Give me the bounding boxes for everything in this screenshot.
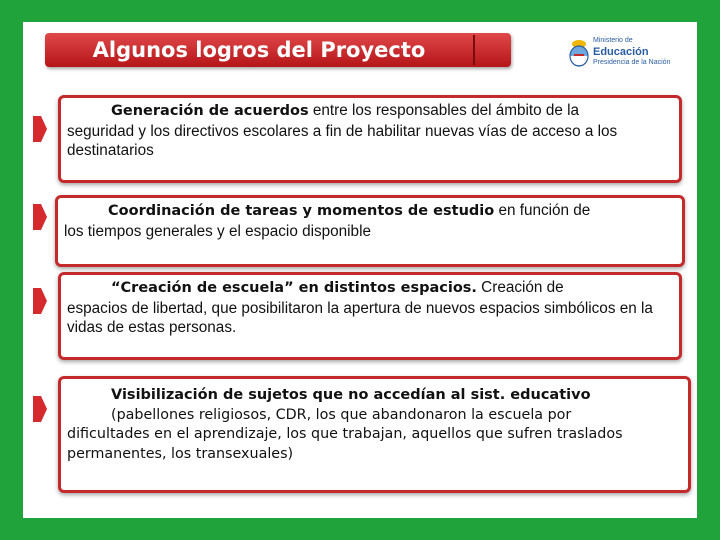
item-text: (pabellones religiosos, CDR, los que abandonaron la escuela por bbox=[111, 406, 572, 423]
logo-line-1: Ministerio de bbox=[593, 37, 633, 44]
item-text-cont: espacios de libertad, que posibilitaron la apertura de nuevos espacios simbólicos en la vidas de estas personas. bbox=[67, 299, 653, 336]
achievement-item bbox=[58, 95, 682, 183]
title-divider bbox=[473, 35, 475, 65]
slide bbox=[23, 22, 697, 518]
item-text-cont: seguridad y los directivos escolares a fin de habilitar nuevas vías de acceso a los destinatarios bbox=[67, 122, 618, 159]
item-text-cont: los tiempos generales y el espacio disponible bbox=[64, 222, 371, 240]
item-text-cont: dificultades en el aprendizaje, los que trabajan, aquellos que sufren traslados permanentes, los transexuales) bbox=[67, 426, 623, 462]
ministry-logo bbox=[568, 35, 678, 71]
achievement-item bbox=[58, 376, 691, 493]
item-heading: Coordinación de tareas y momentos de estudio bbox=[108, 203, 495, 219]
item-text: en función de bbox=[494, 202, 591, 219]
title-banner bbox=[45, 33, 511, 67]
arrow-icon bbox=[33, 200, 47, 234]
achievement-item bbox=[55, 195, 685, 267]
coat-of-arms-icon bbox=[568, 37, 590, 67]
arrow-icon bbox=[33, 112, 47, 146]
item-heading: Generación de acuerdos bbox=[111, 103, 309, 119]
logo-line-2: Educación bbox=[593, 46, 649, 58]
slide-title: Algunos logros del Proyecto bbox=[92, 38, 426, 62]
item-heading: “Creación de escuela” en distintos espacios. bbox=[111, 280, 477, 296]
achievement-item bbox=[58, 272, 682, 360]
item-text: Creación de bbox=[476, 279, 564, 296]
arrow-icon bbox=[33, 284, 47, 318]
item-heading: Visibilización de sujetos que no accedían al sist. educativo bbox=[111, 387, 591, 403]
arrow-icon bbox=[33, 392, 47, 426]
item-text: entre los responsables del ámbito de la bbox=[308, 102, 580, 119]
logo-line-3: Presidencia de la Nación bbox=[593, 59, 671, 66]
